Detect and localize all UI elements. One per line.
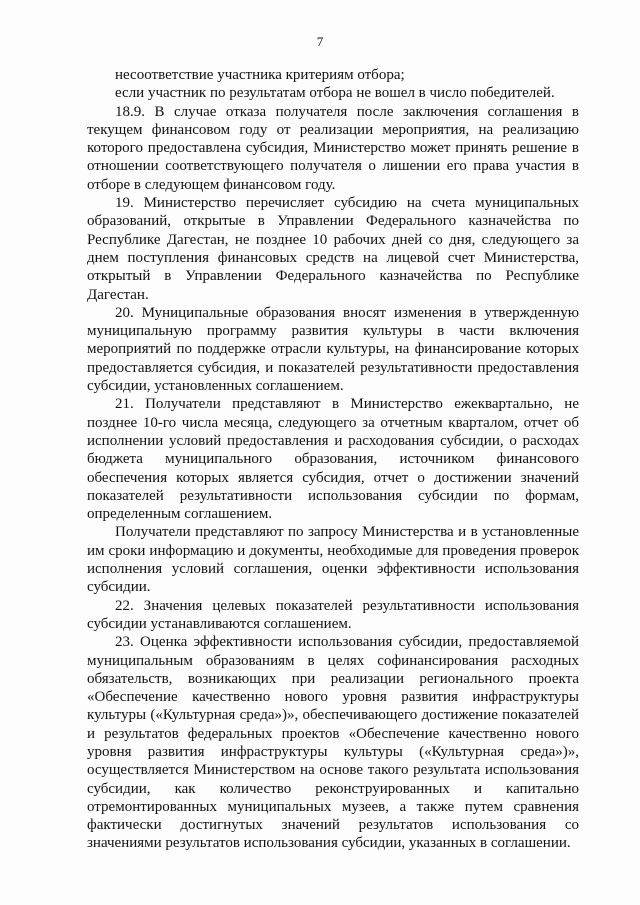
paragraph-21-recipients: Получатели представляют по запросу Министерства и в установленные им сроки информацию и документы, необходимые для проведения проверок исполнения условий соглашения, оценки эффективности использования субсидии.	[87, 524, 579, 596]
paragraph-not-winner: если участник по результатам отбора не вошел в число победителей.	[115, 85, 555, 102]
paragraph-20: 20. Муниципальные образования вносят изменения в утвержденную муниципальную программу развития культуры в части включения мероприятий по поддержке отрасли культуры, на финансирование которых предоставляется субсидия, и показателей результативности предоставления субсидии, установленных соглашением.	[87, 304, 579, 395]
paragraph-18-9: 18.9. В случае отказа получателя после заключения соглашения в текущем финансовом году от реализации мероприятия, на реализацию которого предоставлена субсидия, Министерство может принять решение в отношении соответствующего получателя о лишении его права участия в отборе в следующем финансовом году.	[87, 103, 579, 193]
paragraph-22: 22. Значения целевых показателей результативности использования субсидии устанавливаются соглашением.	[87, 597, 579, 632]
paragraph-criteria-mismatch: несоответствие участника критериям отбора;	[115, 67, 405, 83]
paragraph-23: 23. Оценка эффективности использования субсидии, предоставляемой муниципальным образованиям в целях софинансирования расходных обязательств, возникающих при реализации регионального проекта «Обеспечение качественно нового уровня развития инфраструктуры культуры («Культурная среда»)», обеспечивающего достижение показателей и результатов федеральных проектов «Обеспечение качественно нового уровня развития инфраструктуры культуры («Культурная среда»)», осуществляется Министерством на основе такого результата использования субсидии, как количество реконструированных и капитально отремонтированных муниципальных музеев, а также путем сравнения фактически достигнутых значений результатов использования со значениями результатов использования субсидии, указанных в соглашении.	[87, 634, 579, 852]
paragraph-19: 19. Министерство перечисляет субсидию на счета муниципальных образований, открытые в Управлении Федерального казначейства по Республике Дагестан, не позднее 10 рабочих дней со дня, следующего за днем поступления финансовых средств на лицевой счет Министерства, открытый в Управлении Федерального казначейства по Республике Дагестан.	[87, 195, 579, 303]
paragraph-21: 21. Получатели представляют в Министерство ежеквартально, не позднее 10-го числа месяца, следующего за отчетным кварталом, отчет об исполнении условий предоставления и расходования субсидии, о расходах бюджета муниципального образования, источником финансового обеспечения которых является субсидия, отчет о достижении значений показателей результативности использования субсидии по формам, определенным соглашением.	[87, 396, 579, 523]
document-body	[87, 66, 579, 853]
page-number: 7	[316, 34, 324, 49]
